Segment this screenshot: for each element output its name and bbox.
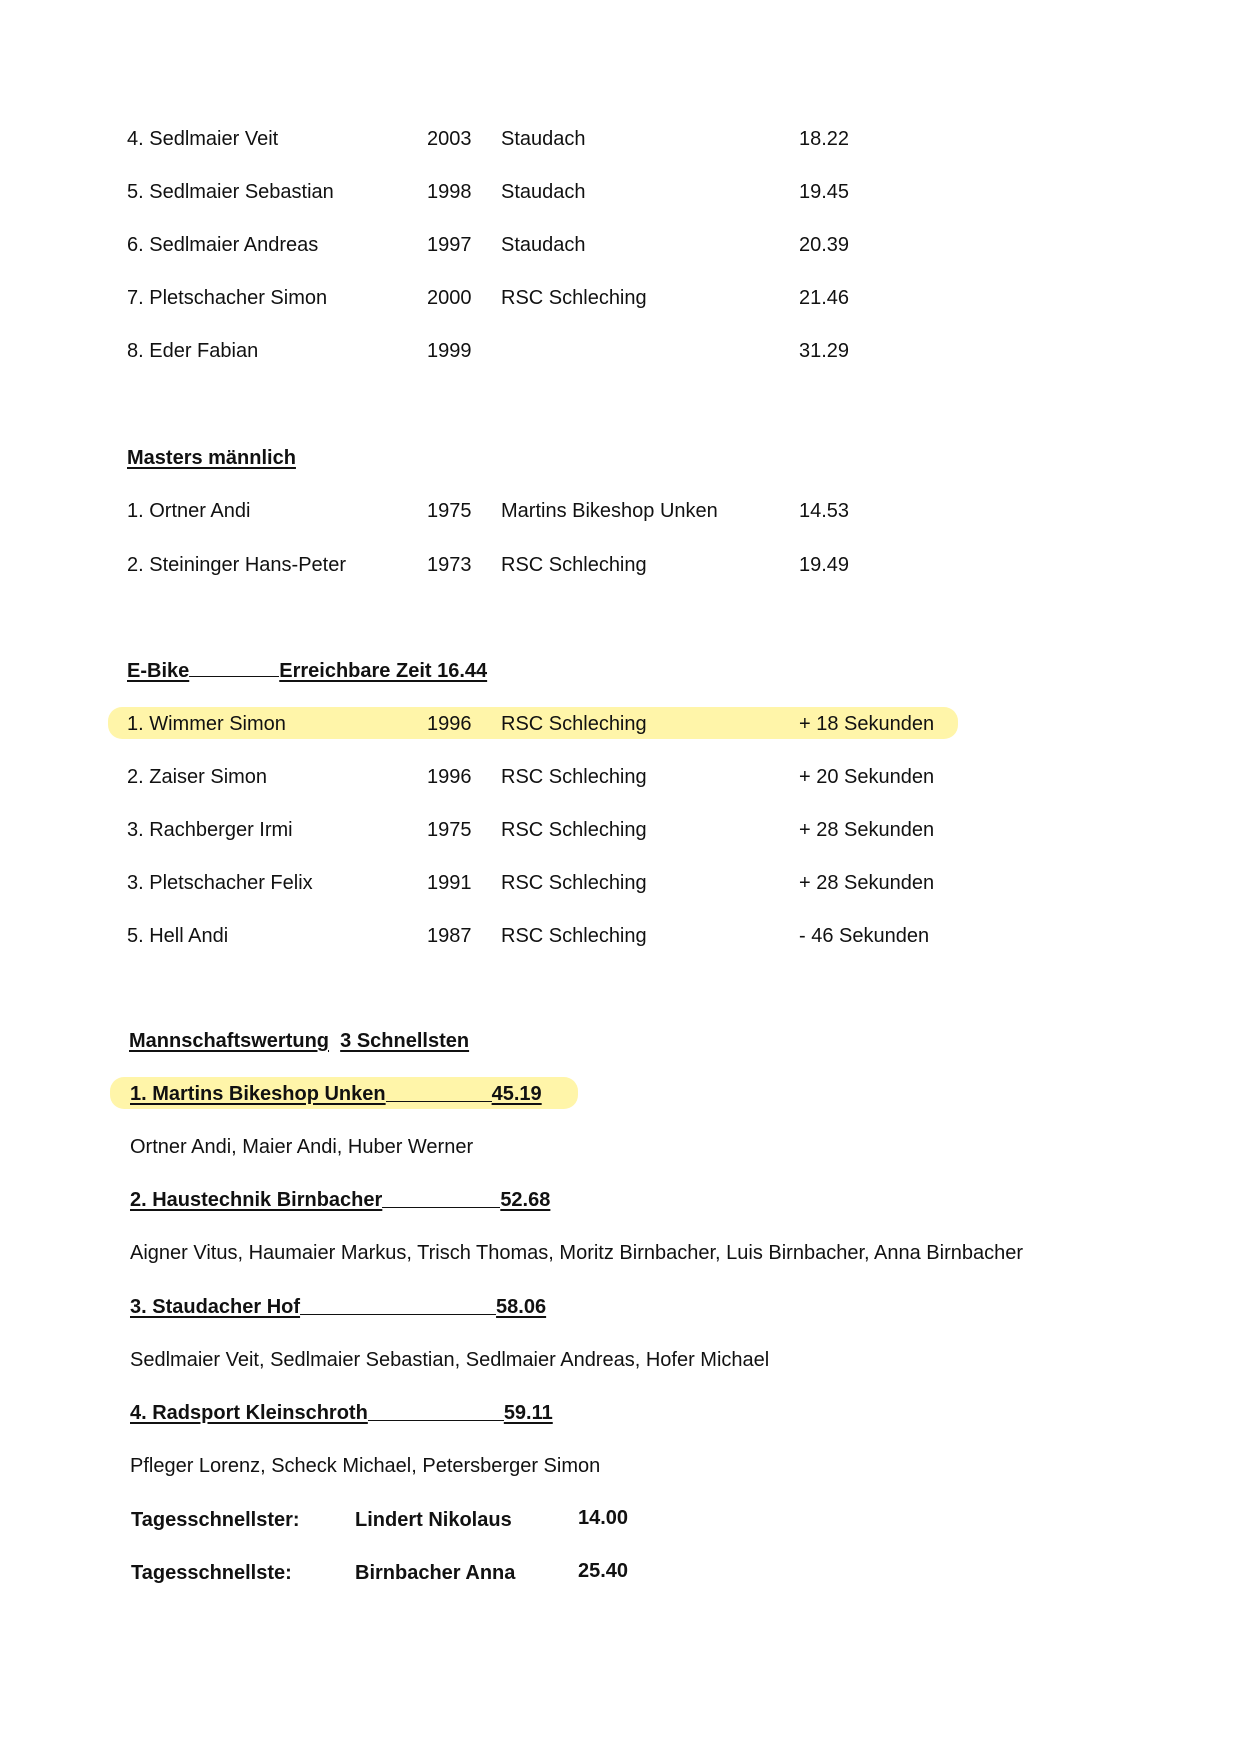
time-difference: + 28 Sekunden: [799, 872, 935, 894]
club: Martins Bikeshop Unken: [501, 500, 718, 522]
masters-heading: Masters männlich: [127, 447, 296, 469]
result-row: [0, 709, 1240, 739]
team-points: 52.68: [500, 1189, 551, 1211]
birth-year: 1987: [427, 925, 472, 947]
team-members: Aigner Vitus, Haumaier Markus, Trisch Thomas, Moritz Birnbacher, Luis Birnbacher, Anna Birnbacher: [130, 1242, 1023, 1264]
time-difference: + 20 Sekunden: [799, 766, 935, 788]
fastest-female-label: Tagesschnellste:: [131, 1562, 292, 1584]
result-row: [0, 230, 1240, 260]
result-row: [0, 124, 1240, 154]
birth-year: 1973: [427, 554, 472, 576]
athlete-name: 6. Sedlmaier Andreas: [127, 234, 319, 256]
birth-year: 1996: [427, 713, 472, 735]
team-rule: [382, 1185, 500, 1208]
club: Staudach: [501, 234, 586, 256]
result-row: [0, 496, 1240, 526]
race-time: 20.39: [799, 234, 850, 256]
birth-year: 2003: [427, 128, 472, 150]
athlete-name: 3. Rachberger Irmi: [127, 819, 293, 841]
athlete-name: 1. Ortner Andi: [127, 500, 251, 522]
result-row: [0, 177, 1240, 207]
ebike-subheading: Erreichbare Zeit 16.44: [279, 660, 488, 682]
athlete-name: 4. Sedlmaier Veit: [127, 128, 279, 150]
team-result: [130, 1398, 553, 1428]
time-difference: + 28 Sekunden: [799, 819, 935, 841]
birth-year: 1997: [427, 234, 472, 256]
club: RSC Schleching: [501, 713, 647, 735]
team-points: 58.06: [496, 1296, 547, 1318]
fastest-male-name: Lindert Nikolaus: [355, 1509, 512, 1531]
athlete-name: 3. Pletschacher Felix: [127, 872, 313, 894]
birth-year: 1998: [427, 181, 472, 203]
race-time: 31.29: [799, 340, 850, 362]
team-heading: Mannschaftswertung: [129, 1030, 330, 1052]
race-time: 19.45: [799, 181, 850, 203]
result-row: [0, 762, 1240, 792]
athlete-name: 2. Zaiser Simon: [127, 766, 268, 788]
team-name: 1. Martins Bikeshop Unken: [130, 1083, 386, 1105]
fastest-male-label: Tagesschnellster:: [131, 1509, 300, 1531]
club: RSC Schleching: [501, 287, 647, 309]
team-rule: [368, 1398, 504, 1421]
birth-year: 1975: [427, 819, 472, 841]
time-difference: + 18 Sekunden: [799, 713, 935, 735]
result-row: [0, 921, 1240, 951]
athlete-name: 5. Sedlmaier Sebastian: [127, 181, 334, 203]
club: Staudach: [501, 128, 586, 150]
team-name: 3. Staudacher Hof: [130, 1296, 301, 1318]
team-members: Sedlmaier Veit, Sedlmaier Sebastian, Sedlmaier Andreas, Hofer Michael: [130, 1349, 770, 1371]
team-points: 59.11: [503, 1402, 553, 1424]
fastest-male-time: 14.00: [578, 1507, 629, 1529]
birth-year: 1991: [427, 872, 472, 894]
team-result: [130, 1292, 546, 1322]
race-time: 19.49: [799, 554, 850, 576]
heading-rule: [189, 656, 279, 677]
time-difference: - 46 Sekunden: [799, 925, 930, 947]
club: RSC Schleching: [501, 872, 647, 894]
club: RSC Schleching: [501, 554, 647, 576]
team-heading-line: [129, 1026, 469, 1056]
birth-year: 1999: [427, 340, 472, 362]
team-result: [130, 1079, 542, 1109]
birth-year: 1996: [427, 766, 472, 788]
birth-year: 1975: [427, 500, 472, 522]
team-points: 45.19: [491, 1083, 542, 1105]
result-row: [0, 336, 1240, 366]
team-name: 4. Radsport Kleinschroth: [130, 1402, 368, 1424]
team-rule: [300, 1292, 496, 1315]
race-time: 21.46: [799, 287, 850, 309]
athlete-name: 5. Hell Andi: [127, 925, 229, 947]
race-time: 14.53: [799, 500, 850, 522]
ebike-heading: E-Bike: [127, 660, 190, 682]
team-subheading: 3 Schnellsten: [340, 1030, 470, 1052]
team-members: Pfleger Lorenz, Scheck Michael, Petersberger Simon: [130, 1455, 601, 1477]
athlete-name: 7. Pletschacher Simon: [127, 287, 328, 309]
club: RSC Schleching: [501, 766, 647, 788]
fastest-female-name: Birnbacher Anna: [355, 1562, 516, 1584]
team-result: [130, 1185, 550, 1215]
result-row: [0, 868, 1240, 898]
club: Staudach: [501, 181, 586, 203]
athlete-name: 8. Eder Fabian: [127, 340, 259, 362]
athlete-name: 2. Steininger Hans-Peter: [127, 554, 347, 576]
result-row: [0, 283, 1240, 313]
club: RSC Schleching: [501, 925, 647, 947]
fastest-female-time: 25.40: [578, 1560, 629, 1582]
race-time: 18.22: [799, 128, 850, 150]
club: RSC Schleching: [501, 819, 647, 841]
athlete-name: 1. Wimmer Simon: [127, 713, 286, 735]
birth-year: 2000: [427, 287, 472, 309]
result-row: [0, 815, 1240, 845]
result-row: [0, 550, 1240, 580]
team-rule: [386, 1079, 492, 1102]
team-name: 2. Haustechnik Birnbacher: [130, 1189, 383, 1211]
ebike-heading-line: [127, 656, 487, 686]
team-members: Ortner Andi, Maier Andi, Huber Werner: [130, 1136, 474, 1158]
